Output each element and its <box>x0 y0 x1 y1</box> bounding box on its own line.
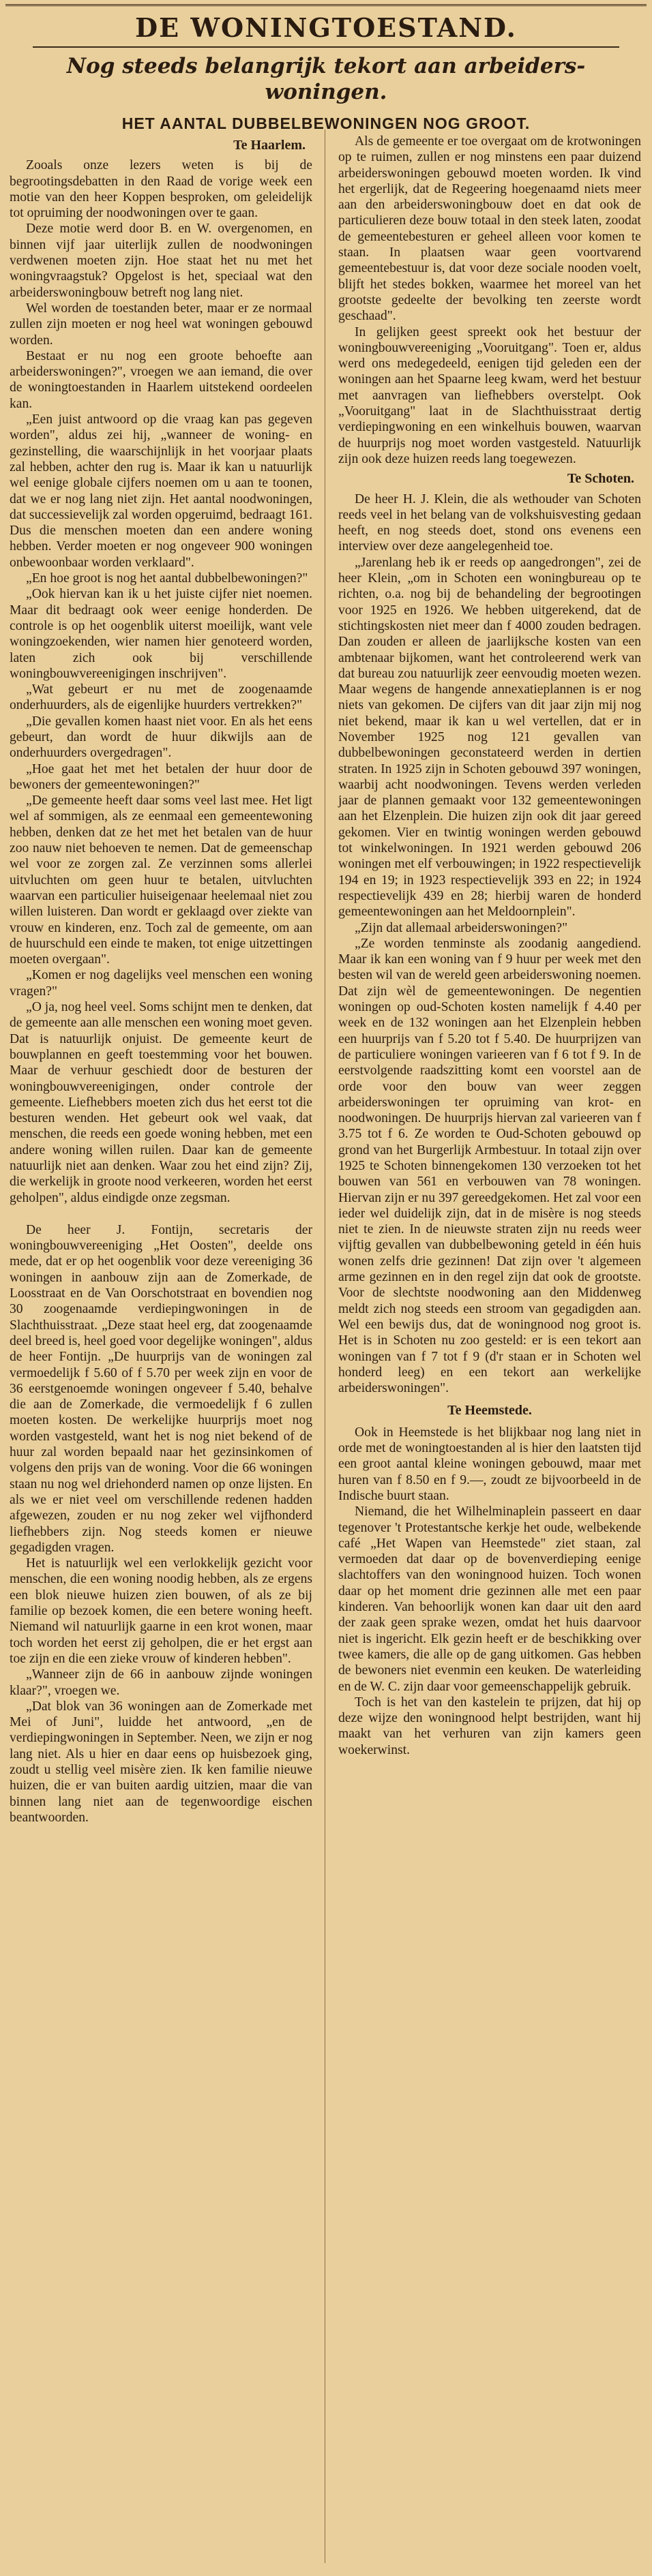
paragraph: In gelijken geest spreekt ook het bestuur der woningbouwvereeniging „Vooruitgang". Toen er, aldus werd ons medegedeeld, eenigen tijd geleden een der woningen aan het Spaarne leeg kwam, werd het bestuur met aanvragen van liefhebbers overstelpt. Ook „Vooruitgang" laat in de Slachthuisstraat dertig verdiepingwoning en een winkelhuis bouwen, waarvan de huurprijs nog moet worden vastgesteld. Natuurlijk zijn ook deze huizen reeds lang toegewezen. <box>338 324 641 466</box>
paragraph: „Dat blok van 36 woningen aan de Zomerkade met Mei of Juni", luidde het antwoord, „en de verdiepingwoningen in September. Neen, we zijn er nog lang niet. Als u hier en daar eens op huisbezoek ging, zoudt u stellig veel misère zien. Ik ken familie nieuwe huizen, die er van buiten aardig uitzien, maar die van binnen lang niet aan de tegenwoordige eischen beantwoorden. <box>10 1699 312 1825</box>
paragraph: „Hoe gaat het met het betalen der huur door de bewoners der gemeentewoningen?" <box>10 761 312 792</box>
article-subtitle: Nog steeds belangrijk tekort aan arbeiders-woningen. <box>66 54 586 104</box>
paragraph: „Ook hiervan kan ik u het juiste cijfer niet noemen. Maar dit bedraagt ook weer eenige honderden. De controle is op het oogenblik uiterst moeilijk, want vele woningzoekenden, wier namen hier genoteerd worden, laten zich ook bij verschillende woningbouwvereenigingen inschrijven". <box>10 587 312 681</box>
paragraph: De heer H. J. Klein, die als wethouder van Schoten reeds veel in het belang van de volkshuisvesting gedaan heeft, en nog steeds doet, stond ons evenens een interview over deze aangelegenheid toe. <box>338 491 641 554</box>
paragraph: „Die gevallen komen haast niet voor. En als het eens gebeurt, dan wordt de huur dikwijls aan de onderhuurders overgedragen". <box>10 714 312 761</box>
paragraph: „Wat gebeurt er nu met de zoogenaamde onderhuurders, als de eigenlijke huurders vertrekken?" <box>10 682 312 713</box>
section-gap <box>10 1206 312 1222</box>
article-title: DE WONINGTOESTAND. <box>135 12 517 43</box>
top-rule <box>5 4 647 9</box>
dateline-schoten: Te Schoten. <box>567 471 634 487</box>
paragraph: Ook in Heemstede is het blijkbaar nog lang niet in orde met de woningtoestanden al is hier den laatsten tijd een groot aantal kleine woningen gebouwd, maar met huren van f 8.50 en f 9.—, zoudt ze bijvoorbeeld in de Indische buurt staan. <box>338 1425 641 1503</box>
paragraph: „Wanneer zijn de 66 in aanbouw zijnde woningen klaar?", vroegen we. <box>10 1667 312 1698</box>
paragraph: „De gemeente heeft daar soms veel last mee. Het ligt wel af sommigen, als ze eenmaal een gemeentewoning hebben, denken dat ze het met het betalen van de huur zoo nauw niet behoeven te nemen. Dat de gemeenschap wel voor ze zorgen zal. Ze verzinnen soms allerlei uitvluchten om geen huur te betalen, uitvluchten waarvan een particulier huiseigenaar heelemaal niet zou willen luisteren. Dan wordt er geklaagd over ziekte van vrouw en kinderen, enz. Toch zal de gemeente, om aan de huurschuld een einde te maken, tot enige uitzettingen moeten overgaan". <box>10 793 312 967</box>
paragraph: De heer J. Fontijn, secretaris der woningbouwvereeniging „Het Oosten", deelde ons mede, dat er op het oogenblik voor deze vereeniging 36 woningen in aanbouw zijn aan de Zomerkade, de Loosstraat en de Van Oorschotstraat en bovendien nog 30 zoogenaamde verdiepingwoningen in de Slachthuisstraat. „Deze staat heel erg, dat zoogenaamde deel breed is, heel goed voor degelijke woningen", aldus de heer Fontijn. „De huurprijs van de woningen zal vermoedelijk f 5.60 of f 5.70 per week zijn en voor de 36 eerstgenoemde woningen ongeveer f 5.40, behalve die aan de Zomerkade, die vermoedelijk f 6 zullen moeten kosten. De werkelijke huurprijs moet nog worden vastgesteld, want het is nog niet bekend of de huur zal worden bepaald naar het gezinsinkomen of volgens den prijs van de woning. Voor die 66 woningen staan nu nog wel driehonderd namen op onze lijsten. En als we er niet veel om verschillende redenen hadden afgewezen, zouden er nu nog zeker wel vijfhonderd liefhebbers zijn. Nog steeds komen er nieuwe gegadigden vragen. <box>10 1222 312 1555</box>
article-subheading: HET AANTAL DUBBELBEWONINGEN NOG GROOT. <box>121 115 531 132</box>
dateline-heemstede: Te Heemstede. <box>447 1403 532 1419</box>
paragraph: Wel worden de toestanden beter, maar er ze normaal zullen zijn moeten er nog heel wat woningen gebouwd worden. <box>10 301 312 348</box>
paragraph: Het is natuurlijk wel een verlokkelijk gezicht voor menschen, die een woning noodig hebben, als ze ergens een blok nieuwe huizen zien bouwen, of als ze bij familie op bezoek komen, die een betere woning heeft. Niemand wil natuurlijk gaarne in een krot wonen, maar toch worden het eerst zij geholpen, die er het ergst aan toe zijn en die een zieke vrouw of kinderen hebben". <box>10 1556 312 1666</box>
right-column <box>338 134 641 1758</box>
paragraph: Toch is het van den kastelein te prijzen, dat hij op deze wijze den woningnood helpt bestrijden, want hij maakt van het verhuren van zijn kamers geen woekerwinst. <box>338 1695 641 1757</box>
paragraph: „Ze worden tenminste als zoodanig aangediend. Maar ik kan een woning van f 9 huur per week met den besten wil van de wereld geen arbeiderswoning noemen. Dat zijn wèl de gemeentewoningen. De negentien woningen op oud-Schoten kosten namelijk f 4.40 per week en de 132 woningen aan het Elzenplein hebben een huurprijs van f 5.20 tot f 5.40. De huurprijzen van de particuliere woningen varieeren van f 6 tot f 9. In de eerstvolgende raadszitting komt een voorstel aan de orde voor den bouw van weer zeggen arbeiderswoningen ter opruiming van krot- en noodwoningen. De huurprijs hiervan zal varieeren van f 3.75 tot f 6. Ze worden te Oud-Schoten gebouwd op grond van het Burgerlijk Armbestuur. In totaal zijn over 1925 te Schoten binnengekomen 130 verzoeken tot het bouwen van 561 en verbouwen van 78 woningen. Hiervan zijn er nu 397 gereedgekomen. Het zal voor een ieder wel duidelijk zijn, dat in de misère is nog steeds niet te zien. In de nieuwste straten zijn nu reeds weer vijftig gevallen van dubbelbewoning geteld in één huis wonen zelfs drie gezinnen! Dat zijn over 't algemeen arme gezinnen en in den regel zijn dat ook de grootste. Voor de slechtste noodwoning aan den Middenweg meldt zich nog steeds een stroom van gegadigden aan. Wel een bewijs dus, dat de woningnood nog groot is. Het is in Schoten nu zoo gesteld: er is een tekort aan woningen van f 7 tot f 9 (d'r staan er in Schoten wel honderd leeg) en een tekort aan werkelijke arbeiderswoningen". <box>338 936 641 1396</box>
paragraph: „En hoe groot is nog het aantal dubbelbewoningen?" <box>26 571 308 586</box>
paragraph: „Jarenlang heb ik er reeds op aangedrongen", zei de heer Klein, „om in Schoten een woningbureau op te richten, o.a. nog bij de behandeling der begrootingen voor 1925 en 1926. We hebben uitgerekend, dat de stichtingskosten niet meer dan f 4000 zouden bedragen. Dan zouden er alleen de jaarlijksche kosten van een ambtenaar bijkomen, want het controleerend werk van dat bureau zou natuurlijk zeer eenvoudig moeten wezen. Maar wegens de hangende annexatieplannen is er nog niets van gekomen. De cijfers van dit jaar zijn mij nog niet bekend, maar ik kan u wel vertellen, dat er in November 1925 nog 121 gevallen van dubbelbewoningen geconstateerd werden in dertien straten. In 1925 zijn in Schoten gebouwd 397 woningen, waarbij acht noodwoningen. Tevens werden verleden jaar de plannen gemaakt voor 132 gemeentewoningen aan het Elzenplein. Die huizen zijn ook dit jaar gereed gekomen. Vier en twintig woningen werden gebouwd tot winkelwoningen. In 1921 werden gebouwd 206 woningen met elf verbouwingen; in 1922 respectievelijk 194 en 19; in 1923 respectievelijk 393 en 22; in 1924 respectievelijk 439 en 28; hierbij waren de honderd gemeentewoningen aan het Meldoornplein". <box>338 555 641 920</box>
paragraph: Als de gemeente er toe overgaat om de krotwoningen op te ruimen, zullen er nog minstens een paar duizend arbeiderswoningen gebouwd moeten worden. Ik vind het ergerlijk, dat de Regeering hoegenaamd niets meer aan den arbeiderswoningbouw doet en dat ook de particulieren deze bouw totaal in den steek laten, zoodat de gemeentebesturen er geheel alleen voor komen te staan. In plaatsen waar geen voortvarend gemeentebestuur is, dat voor deze sociale nooden voelt, blijft het stedes bokken, waarmee het moreel van het grootste gedeelte der bevolking ten zeerste wordt geschaad". <box>338 134 641 324</box>
paragraph: „O ja, nog heel veel. Soms schijnt men te denken, dat de gemeente aan alle menschen een woning moet geven. Dat is natuurlijk onjuist. De gemeente keurt de bouwplannen en geeft toestemming voor het bouwen. Maar de verhuur geschiedt door de besturen der woningbouwvereenigingen, onder controle der gemeente. Liefhebbers moeten zich dus het eerst tot die besturen wenden. Het gebeurt ook wel vaak, dat menschen, die reeds een goede woning hebben, met een andere woning willen ruilen. Daar kan de gemeente natuurlijk niet aan denken. Waar zou het eind zijn? Zij, die werkelijk in groote nood verkeeren, worden het eerst geholpen", aldus eindigde onze zegsman. <box>10 1000 312 1205</box>
article-header <box>0 12 652 133</box>
paragraph: „Komen er nog dagelijks veel menschen een woning vragen?" <box>10 968 312 999</box>
paragraph: Zooals onze lezers weten is bij de begrootingsdebatten in den Raad de vorige week een motie van den heer Koppen besproken, om geleidelijk tot opruiming der noodwoningen over te gaan. <box>10 158 312 221</box>
paragraph: „Zijn dat allemaal arbeiderswoningen?" <box>355 920 568 935</box>
left-column <box>10 134 312 1825</box>
paragraph: „Een juist antwoord op die vraag kan pas gegeven worden", aldus zei hij, „wanneer de woning- en gezinstelling, die waarschijnlijk in het voorjaar plaats zal hebben, achter den rug is. Maar ik kan u natuurlijk wel eenige globale cijfers noemen om u aan te toonen, dat we er nog lang niet zijn. Het aantal noodwoningen, dat successievelijk zal worden opgeruimd, bedraagt 161. Dus die menschen moeten dan een andere woning hebben. Verder moeten er nog ongeveer 900 woningen onbewoonbaar worden verklaard". <box>10 412 312 570</box>
paragraph: Bestaat er nu nog een groote behoefte aan arbeiderswoningen?", vroegen we aan iemand, die over de woningtoestanden in Haarlem uitstekend oordeelen kan. <box>10 348 312 411</box>
paragraph: Deze motie werd door B. en W. overgenomen, en binnen vijf jaar uiterlijk zullen de noodwoningen verdwenen moeten zijn. Hoe staat het nu met het woningvraagstuk? Opgelost is het, speciaal wat den arbeiderswoningbouw betreft nog lang niet. <box>10 222 312 300</box>
dateline-haarlem: Te Haarlem. <box>233 138 306 153</box>
paragraph: Niemand, die het Wilhelminaplein passeert en daar tegenover 't Protestantsche kerkje het oude, welbekende café „Het Wapen van Heemstede" ziet staan, zal vermoeden dat daar op de bovenverdieping eenige slachtoffers van den woningnood huizen. Toch wonen daar op het moment drie gezinnen alle met een paar kinderen. Van behoorlijk wonen kan daar uit den aard der zaak geen sprake wezen, omdat het huis daarvoor niet is ingericht. Elk gezin heeft er de beschikking over twee kamers, die alle op de gang uitkomen. Gas hebben de bewoners niet evenmin een keuken. De waterleiding en de W. C. zijn daar voor gemeenschappelijk gebruik. <box>338 1504 641 1694</box>
title-rule <box>33 46 619 48</box>
